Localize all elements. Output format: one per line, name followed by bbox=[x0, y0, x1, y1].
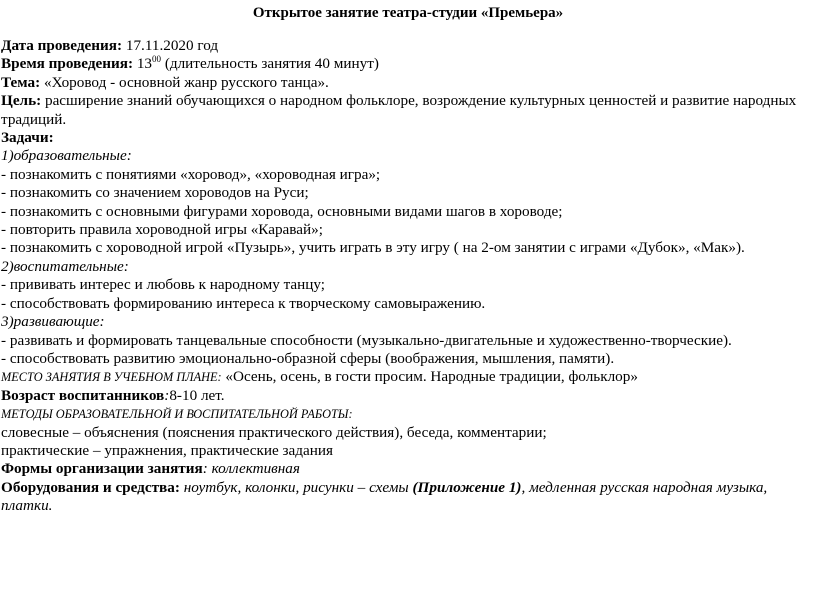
list-item: - повторить правила хороводной игры «Каравай»; bbox=[1, 221, 323, 239]
goal-paragraph bbox=[1, 92, 816, 129]
tasks-heading bbox=[1, 129, 816, 147]
date-line bbox=[1, 37, 816, 55]
upbringing-heading bbox=[1, 258, 816, 276]
age-value: 8-10 лет. bbox=[169, 386, 225, 404]
date-label: Дата проведения: bbox=[1, 37, 123, 54]
place-label: МЕСТО ЗАНЯТИЯ В УЧЕБНОМ ПЛАНЕ bbox=[1, 370, 218, 385]
educational-heading bbox=[1, 147, 816, 165]
equipment-value-b: , медленная русская народная музыка, платки. bbox=[1, 478, 768, 515]
methods-heading bbox=[1, 405, 816, 423]
developing-heading bbox=[1, 313, 816, 331]
equipment-label: Оборудования и средства: bbox=[1, 478, 180, 496]
theme-value: «Хоровод - основной жанр русского танца». bbox=[40, 73, 329, 91]
time-minutes: 00 bbox=[152, 54, 162, 65]
place-colon: : bbox=[217, 370, 222, 385]
educational-heading-text: 1)образовательные: bbox=[1, 147, 132, 165]
time-hour: 13 bbox=[133, 55, 153, 73]
list-item: - познакомить с понятиями «хоровод», «хороводная игра»; bbox=[1, 165, 381, 183]
age-label: Возраст воспитанников bbox=[1, 386, 165, 404]
list-item: - познакомить с хороводной игрой «Пузырь», учить играть в эту игру ( на 2-ом занятии с играми «Дубок», «Мак»). bbox=[1, 239, 745, 257]
list-item: - способствовать развитию эмоционально-образной сферы (воображения, мышления, памяти). bbox=[1, 349, 615, 367]
goal-label: Цель: bbox=[1, 92, 42, 110]
methods-practical: практические – упражнения, практические задания bbox=[1, 441, 333, 459]
developing-heading-text: 3)развивающие: bbox=[1, 313, 105, 331]
list-item: - прививать интерес и любовь к народному танцу; bbox=[1, 276, 326, 294]
date-value: 17.11.2020 год bbox=[122, 37, 219, 54]
forms-label: Формы организации занятия bbox=[1, 460, 203, 478]
list-item: - познакомить с основными фигурами хоровода, основными видами шагов в хороводе; bbox=[1, 202, 563, 220]
equipment-value-a: ноутбук, колонки, рисунки – схемы bbox=[179, 478, 413, 496]
age-line bbox=[1, 387, 816, 405]
time-note: (длительность занятия 40 минут) bbox=[161, 55, 379, 73]
document-title: Открытое занятие театра-студии «Премьера» bbox=[252, 5, 564, 21]
theme-line bbox=[1, 74, 816, 92]
list-item: - развивать и формировать танцевальные способности (музыкально-двигательные и художественно-творческие). bbox=[1, 331, 732, 349]
methods-verbal: словесные – объяснения (пояснения практического действия), беседа, комментарии; bbox=[1, 423, 547, 441]
time-label: Время проведения: bbox=[1, 55, 134, 73]
tasks-label: Задачи: bbox=[1, 129, 54, 147]
theme-label: Тема: bbox=[1, 73, 41, 91]
equipment-appendix: (Приложение 1) bbox=[412, 478, 522, 496]
methods-label: МЕТОДЫ ОБРАЗОВАТЕЛЬНОЙ И ВОСПИТАТЕЛЬНОЙ РАБОТЫ: bbox=[1, 407, 353, 422]
upbringing-heading-text: 2)воспитательные: bbox=[1, 257, 129, 275]
list-item: - способствовать формированию интереса к творческому самовыражению. bbox=[1, 294, 486, 312]
forms-value: : коллективная bbox=[202, 460, 300, 478]
document-body bbox=[1, 37, 816, 516]
goal-value: расширение знаний обучающихся о народном фольклоре, возрождение культурных ценностей и развитие народных традиций. bbox=[1, 92, 797, 128]
place-value: «Осень, осень, в гости просим. Народные традиции, фольклор» bbox=[221, 368, 638, 386]
place-line bbox=[1, 368, 816, 386]
time-line bbox=[1, 55, 816, 73]
equipment-paragraph bbox=[1, 479, 816, 516]
age-colon: : bbox=[164, 386, 170, 404]
forms-line bbox=[1, 460, 816, 478]
list-item: - познакомить со значением хороводов на Руси; bbox=[1, 184, 309, 202]
